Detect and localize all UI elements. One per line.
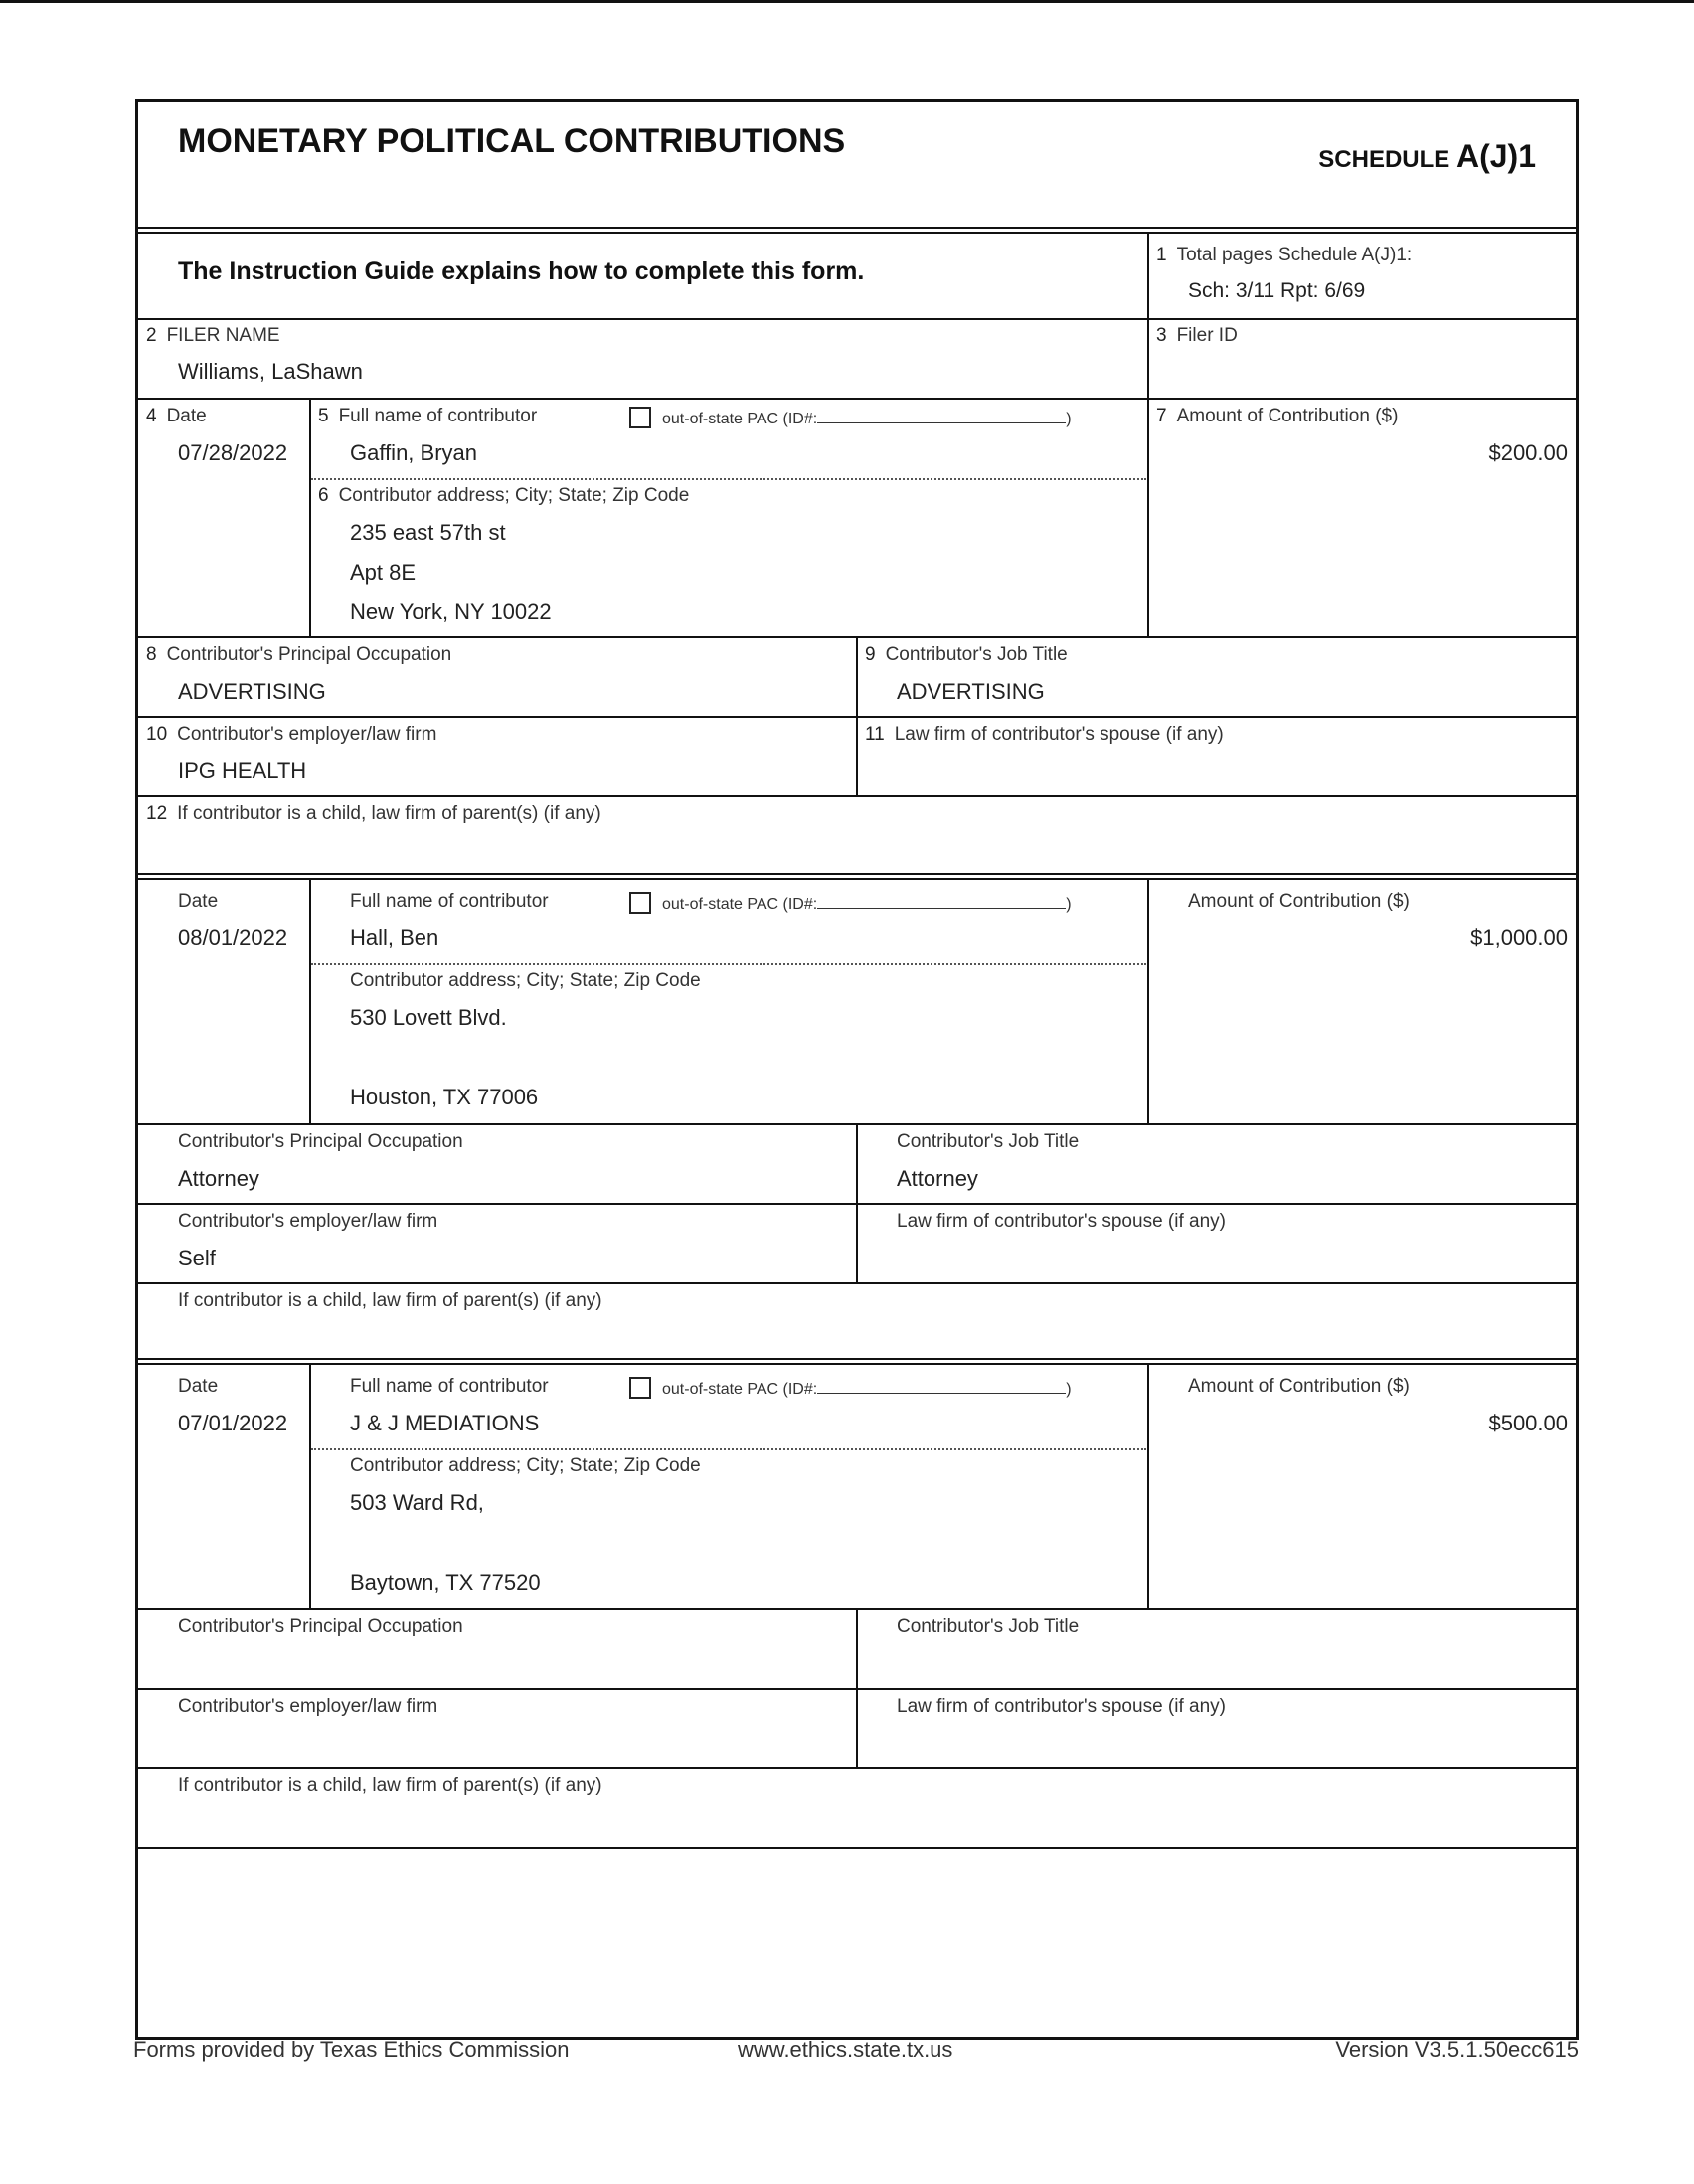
- pac-id-field: out-of-state PAC (ID#: ): [662, 411, 1072, 427]
- row-line: [138, 795, 1576, 797]
- parent-firm-label: If contributor is a child, law firm of parent(s) (if any): [178, 1290, 602, 1311]
- job-title-label: Contributor's Job Title: [897, 1616, 1080, 1637]
- job-title-label: Contributor's Job Title: [897, 1131, 1080, 1152]
- filer-name-label: 2 FILER NAME: [146, 325, 280, 346]
- col-divider-amount: [1147, 880, 1149, 1123]
- contribution-1-address2: Apt 8E: [350, 560, 417, 585]
- filer-id-label: 3 Filer ID: [1156, 325, 1238, 346]
- occupation-label: 8 Contributor's Principal Occupation: [146, 644, 452, 665]
- address-label: 6 Contributor address; City; State; Zip Code: [318, 485, 690, 506]
- full-name-label: Full name of contributor: [350, 891, 549, 912]
- contribution-3-amount: $500.00: [1488, 1411, 1568, 1435]
- employer-label: Contributor's employer/law firm: [178, 1696, 438, 1717]
- col-divider-amount: [1147, 1365, 1149, 1608]
- col-divider-right: [1147, 234, 1149, 420]
- address-label: Contributor address; City; State; Zip Code: [350, 1455, 701, 1476]
- scan-top-edge: [0, 0, 1694, 3]
- contribution-1-occupation: ADVERTISING: [178, 679, 326, 704]
- total-pages-value: Sch: 3/11 Rpt: 6/69: [1188, 279, 1366, 302]
- dotted-separator: [311, 1448, 1146, 1450]
- dotted-separator: [311, 478, 1146, 480]
- schedule-id: A(J)1: [1455, 138, 1536, 174]
- occupation-label: Contributor's Principal Occupation: [178, 1616, 463, 1637]
- total-pages-label: 1 Total pages Schedule A(J)1:: [1156, 245, 1413, 265]
- contribution-2-city-state-zip: Houston, TX 77006: [350, 1085, 539, 1109]
- amount-label: Amount of Contribution ($): [1188, 891, 1410, 912]
- dotted-separator: [311, 963, 1146, 965]
- footer-website[interactable]: www.ethics.state.tx.us: [738, 2037, 953, 2062]
- footer-version: Version V3.5.1.50ecc615: [1335, 2037, 1579, 2062]
- contribution-3-date: 07/01/2022: [178, 1411, 288, 1435]
- section-divider: [138, 873, 1576, 880]
- contribution-2-job-title: Attorney: [897, 1166, 978, 1191]
- contribution-2-occupation: Attorney: [178, 1166, 259, 1191]
- section-divider: [138, 1358, 1576, 1365]
- contribution-2-employer: Self: [178, 1246, 216, 1270]
- row-line: [138, 716, 1576, 718]
- contribution-3-name: J & J MEDIATIONS: [350, 1411, 540, 1435]
- contribution-2-amount: $1,000.00: [1470, 925, 1568, 950]
- out-of-state-pac-checkbox[interactable]: [629, 892, 651, 914]
- schedule-label: SCHEDULE: [1318, 146, 1450, 173]
- spouse-firm-label: Law firm of contributor's spouse (if any): [897, 1211, 1226, 1232]
- contribution-2-date: 08/01/2022: [178, 925, 288, 950]
- parent-firm-label: 12 If contributor is a child, law firm of parent(s) (if any): [146, 803, 601, 824]
- date-label: Date: [178, 1376, 219, 1397]
- out-of-state-pac-checkbox[interactable]: [629, 407, 651, 428]
- employer-label: Contributor's employer/law firm: [178, 1211, 438, 1232]
- spouse-firm-label: Law firm of contributor's spouse (if any): [897, 1696, 1226, 1717]
- footer-provider: Forms provided by Texas Ethics Commission: [133, 2037, 570, 2062]
- filer-name-value: Williams, LaShawn: [178, 359, 363, 384]
- spouse-firm-label: 11 Law firm of contributor's spouse (if any): [865, 724, 1224, 745]
- schedule-code: [1318, 138, 1536, 175]
- header-divider: [138, 227, 1576, 234]
- date-label: 4 Date: [146, 406, 207, 426]
- contribution-2-address1: 530 Lovett Blvd.: [350, 1005, 507, 1030]
- contribution-1-date: 07/28/2022: [178, 440, 288, 465]
- employer-label: 10 Contributor's employer/law firm: [146, 724, 437, 745]
- col-divider-amount: [1147, 398, 1149, 636]
- date-label: Date: [178, 891, 219, 912]
- amount-label: 7 Amount of Contribution ($): [1156, 406, 1399, 426]
- row-line: [138, 1282, 1576, 1284]
- full-name-label: 5 Full name of contributor: [318, 406, 538, 426]
- out-of-state-pac-checkbox[interactable]: [629, 1377, 651, 1399]
- col-divider-date: [309, 1365, 311, 1608]
- pac-id-field: out-of-state PAC (ID#: ): [662, 896, 1072, 913]
- contribution-1-employer: IPG HEALTH: [178, 758, 307, 783]
- contribution-2-name: Hall, Ben: [350, 925, 439, 950]
- instruction-text: The Instruction Guide explains how to complete this form.: [178, 257, 865, 285]
- pac-id-field: out-of-state PAC (ID#: ): [662, 1381, 1072, 1398]
- parent-firm-label: If contributor is a child, law firm of parent(s) (if any): [178, 1775, 602, 1796]
- col-divider-date: [309, 398, 311, 636]
- contribution-1-amount: $200.00: [1488, 440, 1568, 465]
- row-line: [138, 1767, 1576, 1769]
- form-title: MONETARY POLITICAL CONTRIBUTIONS: [178, 122, 846, 160]
- col-divider-date: [309, 880, 311, 1123]
- contribution-1-name: Gaffin, Bryan: [350, 440, 477, 465]
- row-line: [138, 1688, 1576, 1690]
- contribution-3-address1: 503 Ward Rd,: [350, 1490, 484, 1515]
- row-line: [138, 1203, 1576, 1205]
- contribution-1-job-title: ADVERTISING: [897, 679, 1045, 704]
- contribution-1-city-state-zip: New York, NY 10022: [350, 599, 552, 624]
- row-line: [138, 398, 1576, 400]
- row-line: [138, 318, 1576, 320]
- contribution-3-city-state-zip: Baytown, TX 77520: [350, 1570, 541, 1595]
- full-name-label: Full name of contributor: [350, 1376, 549, 1397]
- occupation-label: Contributor's Principal Occupation: [178, 1131, 463, 1152]
- form-frame: [135, 99, 1579, 2040]
- job-title-label: 9 Contributor's Job Title: [865, 644, 1068, 665]
- row-line: [138, 1847, 1576, 1849]
- amount-label: Amount of Contribution ($): [1188, 1376, 1410, 1397]
- address-label: Contributor address; City; State; Zip Code: [350, 970, 701, 991]
- contribution-1-address1: 235 east 57th st: [350, 520, 506, 545]
